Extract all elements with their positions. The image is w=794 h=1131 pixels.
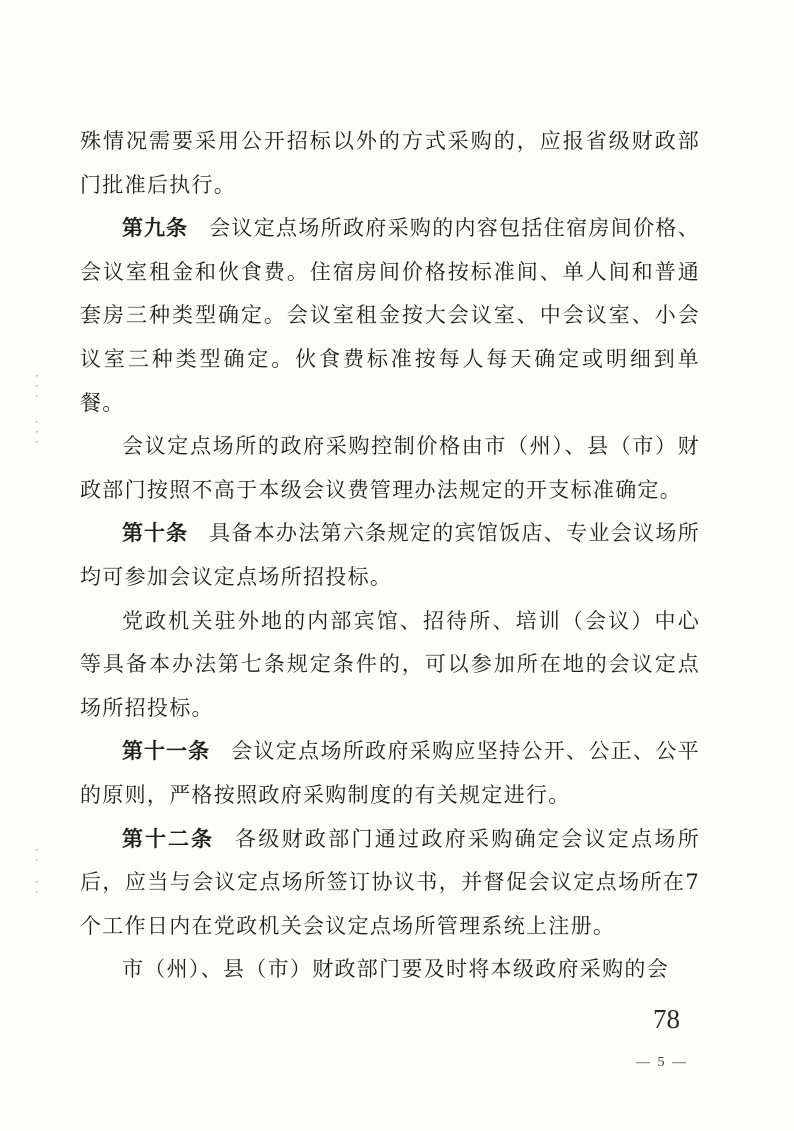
- paragraph-text: 会议定点场所政府采购应坚持公开、公正、公平的原则，严格按照政府采购制度的有关规定进行。: [80, 739, 700, 807]
- scan-artifact-dots: · ·: [34, 878, 43, 898]
- article-heading: 第十条: [122, 521, 189, 546]
- paragraph: [80, 948, 700, 992]
- article-heading: 第九条: [122, 216, 189, 241]
- paragraph: [80, 600, 700, 731]
- scan-artifact-dots: · · ·: [34, 372, 43, 402]
- paragraph-text: 具备本办法第六条规定的宾馆饭店、专业会议场所均可参加会议定点场所招投标。: [80, 521, 701, 589]
- paragraph-text: 各级财政部门通过政府采购确定会议定点场所后，应当与会议定点场所签订协议书，并督促会议定点场所在7个工作日内在党政机关会议定点场所管理系统上注册。: [80, 826, 700, 938]
- paragraph-text: 党政机关驻外地的内部宾馆、招待所、培训（会议）中心等具备本办法第七条规定条件的，可以参加所在地的会议定点场所招投标。: [80, 608, 700, 720]
- paragraph-text: 市（州）、县（市）财政部门要及时将本级政府采购的会: [122, 957, 669, 982]
- scan-artifact-dots: · ·: [34, 846, 43, 866]
- article-heading: 第十一条: [122, 739, 211, 764]
- paragraph-text: 会议定点场所政府采购的内容包括住宿房间价格、会议室租金和伙食费。住宿房间价格按标准间、单人间和普通套房三种类型确定。会议室租金按大会议室、中会议室、小会议室三种类型确定。伙食费标准按每人每天确定或明细到单餐。: [80, 216, 701, 415]
- document-body: [80, 120, 700, 992]
- paragraph-article-11: [80, 730, 700, 817]
- paragraph-continuation: [80, 120, 700, 207]
- paragraph-text: 会议定点场所的政府采购控制价格由市（州）、县（市）财政部门按照不高于本级会议费管理办法规定的开支标准确定。: [80, 434, 700, 502]
- article-heading: 第十二条: [122, 826, 214, 851]
- paragraph-article-9: [80, 207, 700, 425]
- paragraph-text: 殊情况需要采用公开招标以外的方式采购的，应报省级财政部门批准后执行。: [80, 129, 700, 197]
- paragraph: [80, 425, 700, 512]
- page-number: — 5 —: [636, 1055, 688, 1070]
- scan-artifact-dots: · · ·: [34, 418, 43, 448]
- paragraph-article-12: [80, 818, 700, 949]
- paragraph-article-10: [80, 512, 700, 599]
- sheet-number: 78: [653, 1004, 680, 1034]
